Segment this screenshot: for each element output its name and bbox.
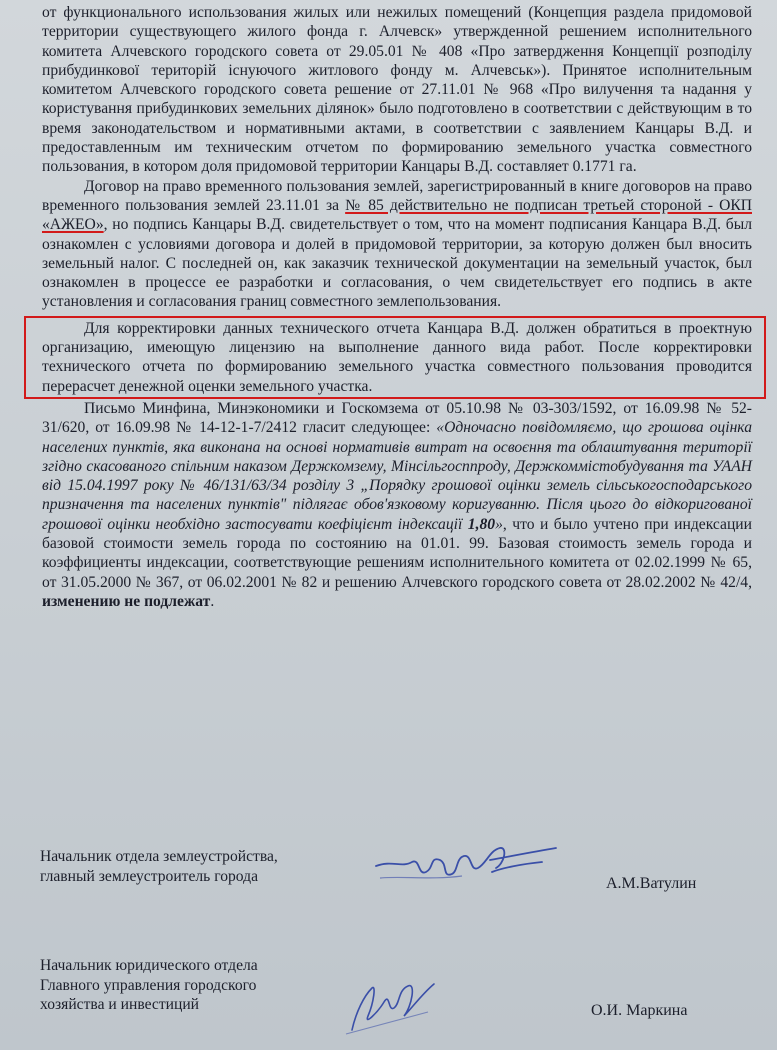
paragraph-correction-text: Для корректировки данных технического отчета Канцара В.Д. должен обратиться в проектную организацию, имеющую лицензию на выполнение данного вида работ. После корректировки технического отчета по формированию земельного участка совместного пользования проводится перерасчет денежной оценки земельного участка. — [42, 319, 752, 395]
paragraph-contract — [42, 177, 752, 312]
paragraph-contract-before: Договор на право временного пользования землей, зарегистрированный в книге договоров на право временного пользования землей 23.11.01 за — [42, 177, 752, 214]
closing-period: . — [210, 592, 215, 610]
signatory-name: А.М.Ватулин — [606, 875, 697, 892]
letter-body — [42, 3, 752, 611]
paragraph-ministry-letter — [42, 399, 752, 611]
signatory-name: О.И. Маркина — [591, 1002, 688, 1019]
not-subject-to-change: изменению не подлежат — [42, 592, 211, 610]
quote-close: » — [495, 515, 503, 533]
indexation-coefficient: 1,80 — [467, 515, 496, 533]
signatory-title: Начальник юридического отдела Главного управления городского хозяйства и инвестиций — [40, 957, 258, 1013]
signature-block-land-management — [40, 847, 278, 886]
ministry-letter-quote: «Одночасно повідомляємо, що грошова оцінка населених пунктів, яка виконана на основі нормативів витрат на освоєння та облаштування території згідно скасованого спільним наказом Держкомзему, Мінсільгосппроду, Держкоммістобудування та УААН від 15.04.1997 року № 46/131/63/34 розділу 3 „Порядку грошової оцінки земель сільськогосподарського призначення та населених пунктів" підлягає обов'язковому коригуванню. Після цього до відкоригованої грошової оцінки необхідно застосувати коефіцієнт індексації — [42, 419, 753, 533]
ministry-letter-conclusion: , что и было учтено при индексации базовой стоимости земель города по состоянию на 01.01. 99. Базовая стоимость земель города и коэффициенты индексации, соответствующие решениям исполнительного комитета от 02.02.1999 № 65, от 31.05.2000 № 367, от 06.02.2001 № 82 и решению Алчевского городского совета от 28.02.2002 № 42/4, — [42, 515, 752, 591]
signatory-title: Начальник отдела землеустройства, главный землеустроитель города — [40, 848, 278, 885]
paragraph-correction — [42, 319, 752, 396]
paragraph-contract-after: , но подпись Канцары В.Д. свидетельствует о том, что на момент подписания Канцара В.Д. был ознакомлен с условиями договора и долей в придомовой территории, за которую должен был вносить земельный налог. С последней он, как заказчик технической документации на земельный участок, был ознакомлен в процессе ее разработки и согласования, о чем свидетельствует его подпись в акте установления и согласования границ совместного землепользования. — [42, 216, 752, 311]
red-underlined-statement: № 85 действительно не подписан третьей стороной - ОКП «АЖЕО» — [42, 196, 752, 234]
red-highlight-box — [24, 316, 766, 399]
handwritten-signature-vatulin — [372, 838, 562, 890]
signature-block-legal-department — [40, 956, 258, 1015]
paragraph-concept — [42, 3, 752, 177]
paragraph-concept-text: от функционального использования жилых или нежилых помещений (Концепция раздела придомовой территории существующего жилого фонда г. Алчевск» утвержденной решением исполнительного комитета Алчевского городского совета от 29.05.01 № 408 «Про затвердження Концепції розподілу прибудинкової територій існуючого житлового фонду м. Алчевськ»). Принятое исполнительным комитетом Алчевского городского совета решение от 27.11.01 № 968 «Про вилучення та надання у користування прибудинкових земельних ділянок» было подготовлено в соответствии с действующим в то время законодательством и нормативными актами, в соответствии с заявлением Канцары В.Д. и предоставленным им техническим отчетом по формированию земельного участка совместного пользования, в котором доля придомовой территории Канцары В.Д. составляет 0.1771 га. — [42, 4, 752, 176]
ministry-letter-intro: Письмо Минфина, Минэкономики и Госкомзема от 05.10.98 № 03-303/1592, от 16.09.98 № 52-31/620, от 16.09.98 № 14-12-1-7/2412 гласит следующее: — [42, 399, 752, 437]
handwritten-signature-markina — [338, 972, 448, 1042]
